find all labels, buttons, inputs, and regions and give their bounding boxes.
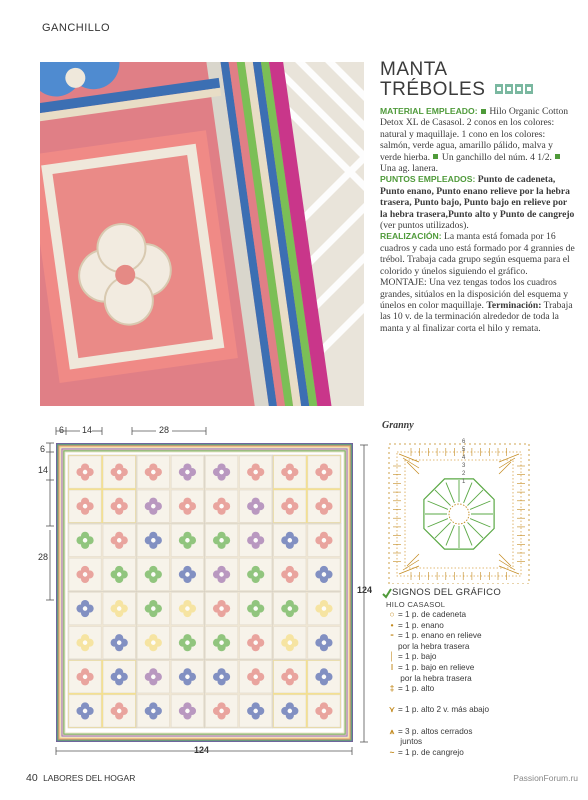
legend-symbol-icon: ○	[389, 610, 395, 619]
granny-corner	[499, 454, 519, 462]
granny-corner	[407, 554, 419, 566]
granny-round-number: 1	[462, 479, 466, 485]
legend-row	[386, 642, 469, 652]
granny-chart	[384, 434, 534, 584]
legend-symbol-icon: │	[389, 652, 395, 662]
legend-row	[386, 663, 474, 673]
legend-row	[386, 610, 466, 620]
granny-corner	[499, 566, 519, 574]
dim-left-a: 6	[40, 444, 46, 454]
title-line1: MANTA	[380, 59, 448, 80]
legend-text: = 1 p. enano	[398, 620, 444, 630]
granny-corner	[499, 554, 511, 566]
granny-round-number: 2	[462, 471, 466, 477]
page-number: 40	[26, 772, 38, 784]
legend-row	[386, 674, 472, 684]
legend-row	[386, 652, 436, 662]
legend-text: juntos	[398, 737, 423, 747]
granny-corner	[399, 454, 419, 462]
signs-title: SIGNOS DEL GRÁFICO	[392, 587, 502, 598]
legend-text: = 1 p. alto	[398, 684, 435, 694]
granny-chart-svg	[384, 434, 534, 584]
legend-row	[386, 748, 464, 758]
granny-corner	[403, 458, 419, 468]
signs-yarn: HILO CASASOL	[386, 600, 446, 609]
legend-symbol-icon: ⩚	[389, 726, 395, 736]
granny-round-number: 6	[462, 439, 466, 445]
stitches-label: PUNTOS EMPLEADOS:	[380, 174, 476, 185]
magazine-name: LABORES DEL HOGAR	[43, 773, 136, 783]
stitches-tail: (ver puntos utilizados).	[380, 220, 469, 232]
legend-text: por la hebra trasera	[398, 641, 470, 651]
granny-spoke	[467, 490, 483, 506]
materials-label: MATERIAL EMPLEADO:	[380, 106, 478, 116]
legend-row	[386, 737, 422, 747]
legend-text: = 1 p. bajo en relieve	[398, 663, 475, 672]
granny-spoke	[470, 519, 490, 527]
legend-symbol-icon: ~	[389, 747, 395, 757]
section-label: GANCHILLO	[42, 22, 111, 34]
legend-row	[386, 621, 444, 631]
granny-round-number: 4	[462, 455, 466, 461]
granny-spoke	[428, 519, 448, 527]
materials-text: Hilo Organic Cotton Detox XL de Casasol. 2 conos en los colores: natural y maquillaje. 1 cono en los colores: salmón, verde agua, amarillo pálido, malva y verde hierba.	[380, 106, 569, 163]
realization-text: La manta está fomada por 16 cuadros y cada uno está formado por 4 grannies de trébol. Trabaja cada grupo según esquema para el colorido y únelos siguiendo el gráfico. MONTAJE: Una vez tengas todos los cuadros grandes, sitúalos en la disposición del esquema y únelos en color maquillaje.	[380, 231, 575, 311]
title-line2: TRÉBOLES	[380, 79, 486, 101]
granny-corner	[499, 458, 515, 468]
dim-left-b: 14	[38, 465, 49, 475]
granny-corner	[399, 566, 419, 574]
footer	[26, 772, 135, 784]
legend-text: = 1 p. enano en relieve	[398, 631, 482, 641]
legend-symbol-icon: ‡	[389, 684, 395, 694]
legend-symbol-icon: ⁃	[389, 631, 395, 641]
legend-text: por la hebra trasera	[398, 673, 472, 683]
granny-spoke	[467, 522, 483, 538]
stitches-list: Punto de cadeneta, Punto enano, Punto enano relieve por la hebra trasera, Punto bajo, Punto bajo en relieve por la hebra trasera,Punto alto y Punto de cangrejo	[380, 174, 575, 220]
granny-spoke	[464, 483, 472, 503]
granny-center-ring	[449, 504, 469, 524]
dim-top-c: 28	[159, 425, 170, 435]
granny-spoke	[435, 522, 451, 538]
granny-spoke	[446, 483, 454, 503]
legend-text: = 1 p. de cadeneta	[398, 610, 467, 619]
granny-corner	[407, 462, 419, 474]
dim-left-c: 28	[38, 552, 49, 562]
legend-row	[386, 695, 398, 705]
granny-label: Granny	[382, 420, 414, 431]
granny-round-number: 5	[462, 447, 466, 453]
legend-text: = 3 p. altos cerrados	[398, 726, 473, 736]
granny-round-number: 3	[462, 463, 466, 469]
legend-row	[386, 684, 434, 694]
termination-label: Terminación:	[486, 299, 542, 311]
blanket-layout-diagram	[56, 443, 353, 742]
granny-corner	[499, 462, 511, 474]
legend-row	[386, 631, 482, 641]
realization-label: REALIZACIÓN:	[380, 231, 442, 242]
granny-spoke	[428, 501, 448, 509]
legend-text: = 1 p. alto 2 v. más abajo	[398, 705, 490, 715]
dim-bottom: 124	[194, 745, 210, 755]
legend-row	[386, 727, 472, 737]
blanket-layout-svg	[56, 443, 353, 742]
watermark: PassionForum.ru	[513, 773, 578, 783]
legend-text: = 1 p. de cangrejo	[398, 747, 464, 757]
granny-round-frame	[405, 460, 513, 568]
granny-spoke	[446, 525, 454, 545]
legend-row	[386, 705, 489, 715]
granny-spoke	[464, 525, 472, 545]
legend-row	[386, 716, 398, 726]
legend-symbol-icon: •	[390, 620, 394, 630]
legend-text: = 1 p. bajo	[398, 652, 437, 662]
termination-text: Trabaja las 10 v. de la terminación alrededor de toda la manta y al finalizar corta el hilo y remata.	[380, 299, 573, 334]
dim-right: 124	[357, 585, 373, 595]
dim-top-b: 14	[82, 425, 93, 435]
legend-symbol-icon: ǀ	[390, 663, 394, 672]
materials-hook: Un ganchillo del núm. 4 1/2.	[441, 151, 552, 163]
granny-spoke	[435, 490, 451, 506]
dim-top-a: 6	[59, 425, 65, 435]
materials-needle: Una ag. lanera.	[380, 163, 439, 175]
granny-corner	[499, 560, 515, 570]
legend-symbol-icon: ⋎	[389, 705, 395, 715]
granny-spoke	[470, 501, 490, 509]
